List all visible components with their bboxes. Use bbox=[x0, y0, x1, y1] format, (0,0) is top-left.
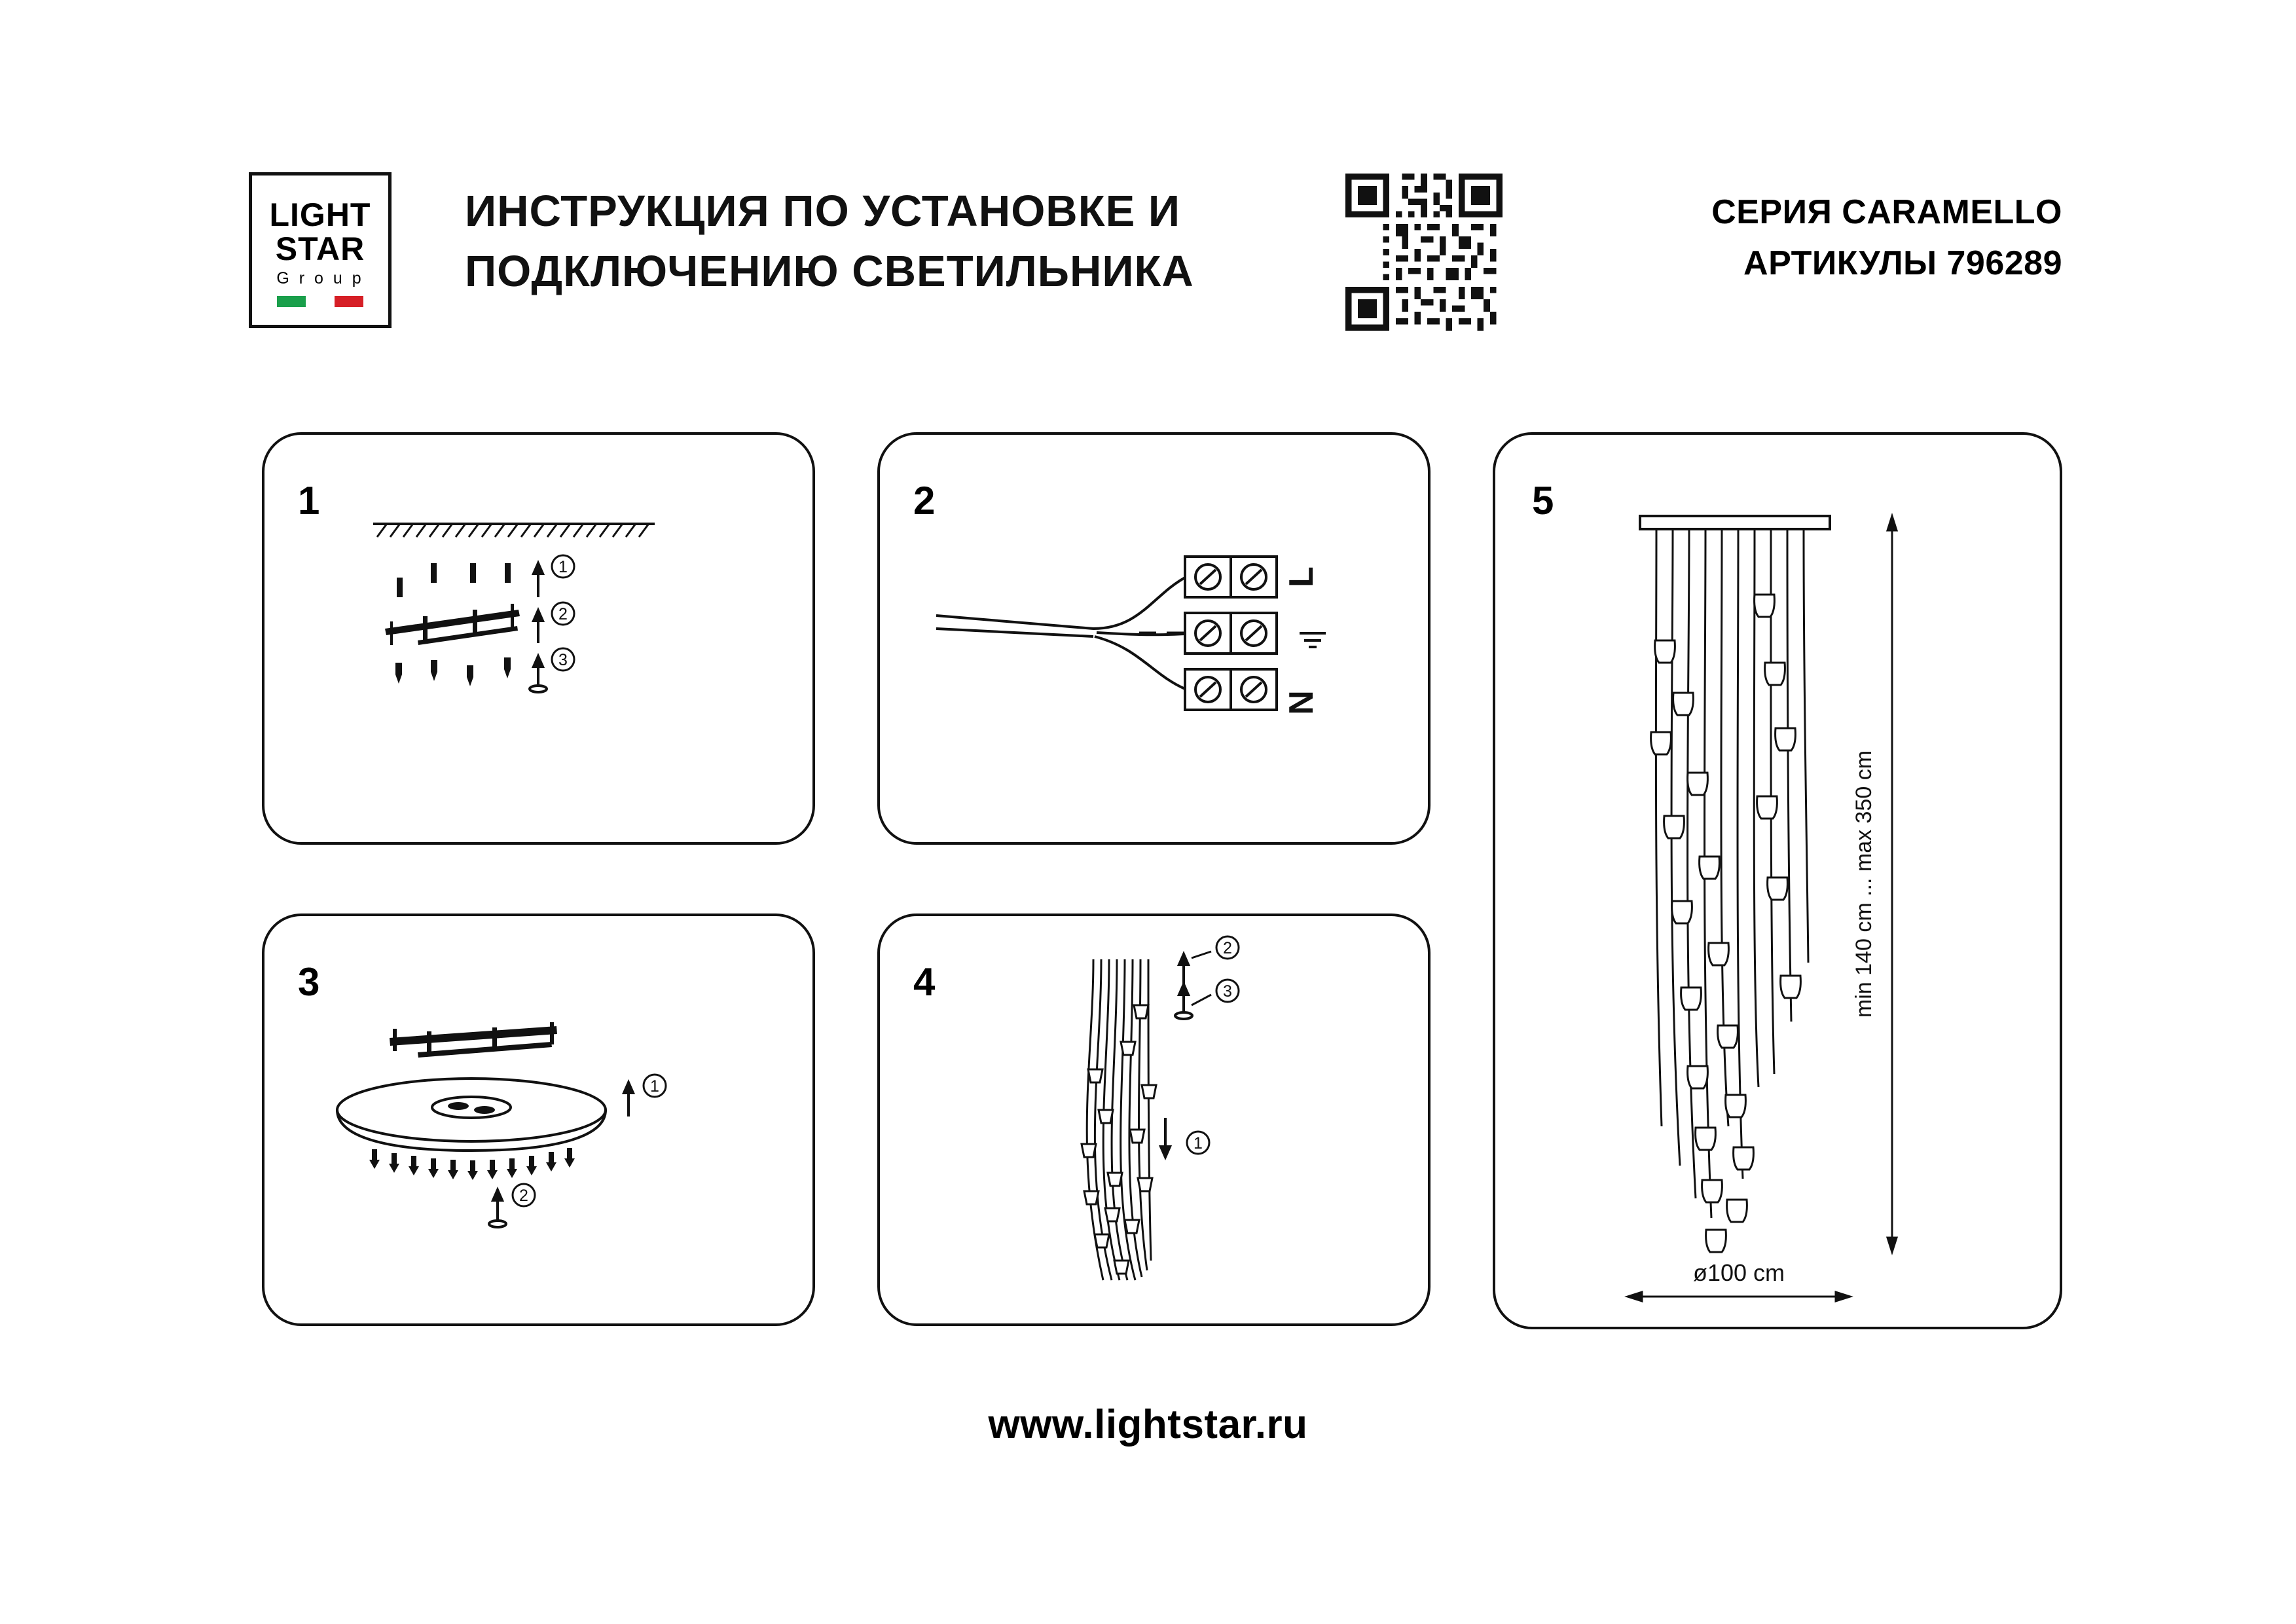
step-1-diagram bbox=[262, 432, 815, 845]
step-2-diagram bbox=[877, 432, 1430, 845]
step-1-number: 1 bbox=[298, 479, 320, 523]
title-line-1: ИНСТРУКЦИЯ ПО УСТАНОВКЕ И bbox=[465, 187, 1181, 236]
document-title bbox=[465, 181, 1270, 302]
svg-text:N: N bbox=[1283, 690, 1321, 715]
step-4-number: 4 bbox=[913, 960, 936, 1004]
svg-text:min 140 cm ... max 350 cm: min 140 cm ... max 350 cm bbox=[1851, 750, 1876, 1018]
step-5-diagram bbox=[1493, 432, 2062, 1329]
step-3-diagram bbox=[262, 913, 815, 1326]
svg-text:1: 1 bbox=[1194, 1134, 1203, 1153]
svg-text:3: 3 bbox=[1223, 982, 1232, 1001]
step-4-diagram bbox=[877, 913, 1430, 1326]
svg-text:L: L bbox=[1283, 566, 1321, 587]
website-footer[interactable]: www.lightstar.ru bbox=[988, 1402, 1308, 1447]
product-info bbox=[1656, 187, 2062, 289]
svg-text:1: 1 bbox=[650, 1077, 659, 1096]
step-2-number: 2 bbox=[913, 479, 936, 523]
svg-text:2: 2 bbox=[558, 605, 568, 623]
step-5-number: 5 bbox=[1532, 479, 1554, 523]
logo-text-light: LIGHT bbox=[269, 196, 371, 233]
page-header bbox=[249, 167, 2062, 337]
title-line-2: ПОДКЛЮЧЕНИЮ СВЕТИЛЬНИКА bbox=[465, 247, 1194, 296]
italy-flag-icon bbox=[277, 296, 363, 307]
logo-text-group: G r o u p bbox=[276, 268, 364, 287]
svg-text:2: 2 bbox=[519, 1187, 528, 1205]
svg-text:3: 3 bbox=[558, 651, 568, 669]
series-label: СЕРИЯ CARAMELLO bbox=[1711, 193, 2062, 231]
svg-text:1: 1 bbox=[558, 558, 568, 576]
svg-text:ø100 cm: ø100 cm bbox=[1692, 1259, 1785, 1286]
qr-code-icon bbox=[1345, 174, 1503, 331]
brand-logo bbox=[249, 172, 392, 328]
svg-text:2: 2 bbox=[1223, 939, 1232, 957]
step-3-number: 3 bbox=[298, 960, 320, 1004]
article-label: АРТИКУЛЫ 796289 bbox=[1743, 244, 2062, 282]
logo-text-star: STAR bbox=[275, 230, 365, 267]
